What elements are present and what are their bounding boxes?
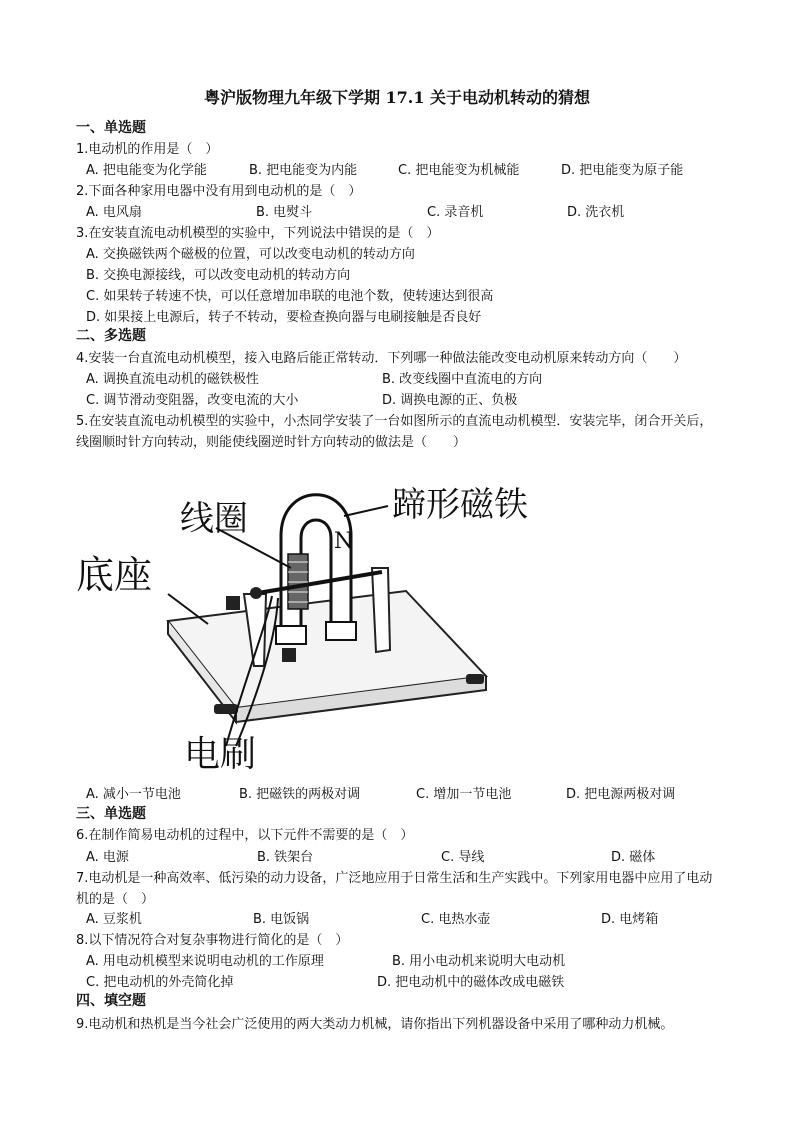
question-1-stem: 1.电动机的作用是（ ） <box>76 142 219 157</box>
question-1-option-c: C. 把电能变为机械能 <box>398 163 520 178</box>
label-north-pole: N <box>334 529 354 554</box>
question-4-option-d: D. 调换电源的正、负极 <box>382 393 518 408</box>
question-5-option-d: D. 把电源两极对调 <box>566 787 676 802</box>
question-5-stem: 5.在安装直流电动机模型的实验中，小杰同学安装了一台如图所示的直流电动机模型．安装完毕，闭合开关后，线圈顺时针方向转动，则能使线圈逆时针方向转动的做法是（ ） <box>76 414 713 450</box>
section-heading-single-choice-2: 三、单选题 <box>76 806 146 822</box>
question-2-option-c: C. 录音机 <box>427 205 484 220</box>
question-6-option-a: A. 电源 <box>86 850 129 865</box>
label-base: 底座 <box>76 553 153 597</box>
question-4-stem: 4.安装一台直流电动机模型，接入电路后能正常转动．下列哪一种做法能改变电动机原来转动方向（ ） <box>76 351 687 366</box>
label-brush: 电刷 <box>184 734 257 775</box>
question-8-option-b: B. 用小电动机来说明大电动机 <box>392 954 566 969</box>
question-4-option-a: A. 调换直流电动机的磁铁极性 <box>86 372 259 387</box>
question-2-option-a: A. 电风扇 <box>86 205 142 220</box>
question-6-stem: 6.在制作简易电动机的过程中，以下元件不需要的是（ ） <box>76 828 414 843</box>
question-7-option-c: C. 电热水壶 <box>421 912 491 927</box>
question-4-option-b: B. 改变线圈中直流电的方向 <box>382 372 543 387</box>
page-title: 粤沪版物理九年级下学期 17.1 关于电动机转动的猜想 <box>203 88 591 107</box>
label-coil: 线圈 <box>180 499 248 539</box>
question-8-stem: 8.以下情况符合对复杂事物进行简化的是（ ） <box>76 933 349 948</box>
question-1-option-a: A. 把电能变为化学能 <box>86 163 207 178</box>
question-5-option-c: C. 增加一节电池 <box>416 787 512 802</box>
question-3-option-b: B. 交换电源接线，可以改变电动机的转动方向 <box>86 268 351 283</box>
question-7-option-a: A. 豆浆机 <box>86 912 142 927</box>
question-4-option-c: C. 调节滑动变阻器，改变电流的大小 <box>86 393 299 408</box>
question-2-option-b: B. 电熨斗 <box>256 205 313 220</box>
question-2-stem: 2.下面各种家用电器中没有用到电动机的是（ ） <box>76 184 362 199</box>
question-7-stem: 7.电动机是一种高效率、低污染的动力设备，广泛地应用于日常生活和生产实践中。下列家用电器中应用了电动机的是（ ） <box>76 871 713 907</box>
section-heading-fill-in: 四、填空题 <box>76 993 146 1009</box>
question-5-option-b: B. 把磁铁的两极对调 <box>239 787 361 802</box>
question-7-option-d: D. 电烤箱 <box>601 912 659 927</box>
question-5-option-a: A. 减小一节电池 <box>86 787 181 802</box>
question-2-option-d: D. 洗衣机 <box>567 205 625 220</box>
question-7-option-b: B. 电饭锅 <box>253 912 310 927</box>
question-8-option-d: D. 把电动机中的磁体改成电磁铁 <box>377 975 565 990</box>
question-1-option-d: D. 把电能变为原子能 <box>561 163 684 178</box>
question-6-option-b: B. 铁架台 <box>257 850 314 865</box>
question-9-stem: 9.电动机和热机是当今社会广泛使用的两大类动力机械，请你指出下列机器设备中采用了哪种动力机械。 <box>76 1017 674 1032</box>
question-3-option-c: C. 如果转子转速不快，可以任意增加串联的电池个数，使转速达到很高 <box>86 289 494 304</box>
question-1-option-b: B. 把电能变为内能 <box>249 163 358 178</box>
question-3-option-a: A. 交换磁铁两个磁极的位置，可以改变电动机的转动方向 <box>86 247 415 262</box>
section-heading-multiple-choice: 二、多选题 <box>76 328 146 344</box>
question-3-stem: 3.在安装直流电动机模型的实验中，下列说法中错误的是（ ） <box>76 226 440 241</box>
question-8-option-c: C. 把电动机的外壳简化掉 <box>86 975 234 990</box>
question-3-option-d: D. 如果接上电源后，转子不转动，要检查换向器与电刷接触是否良好 <box>86 310 482 325</box>
label-horseshoe-magnet: 蹄形磁铁 <box>392 485 528 525</box>
question-6-option-c: C. 导线 <box>441 850 485 865</box>
section-heading-single-choice: 一、单选题 <box>76 120 146 136</box>
motor-model-figure <box>76 476 572 776</box>
question-6-option-d: D. 磁体 <box>611 850 656 865</box>
question-8-option-a: A. 用电动机模型来说明电动机的工作原理 <box>86 954 324 969</box>
motor-model-illustration <box>76 476 572 776</box>
